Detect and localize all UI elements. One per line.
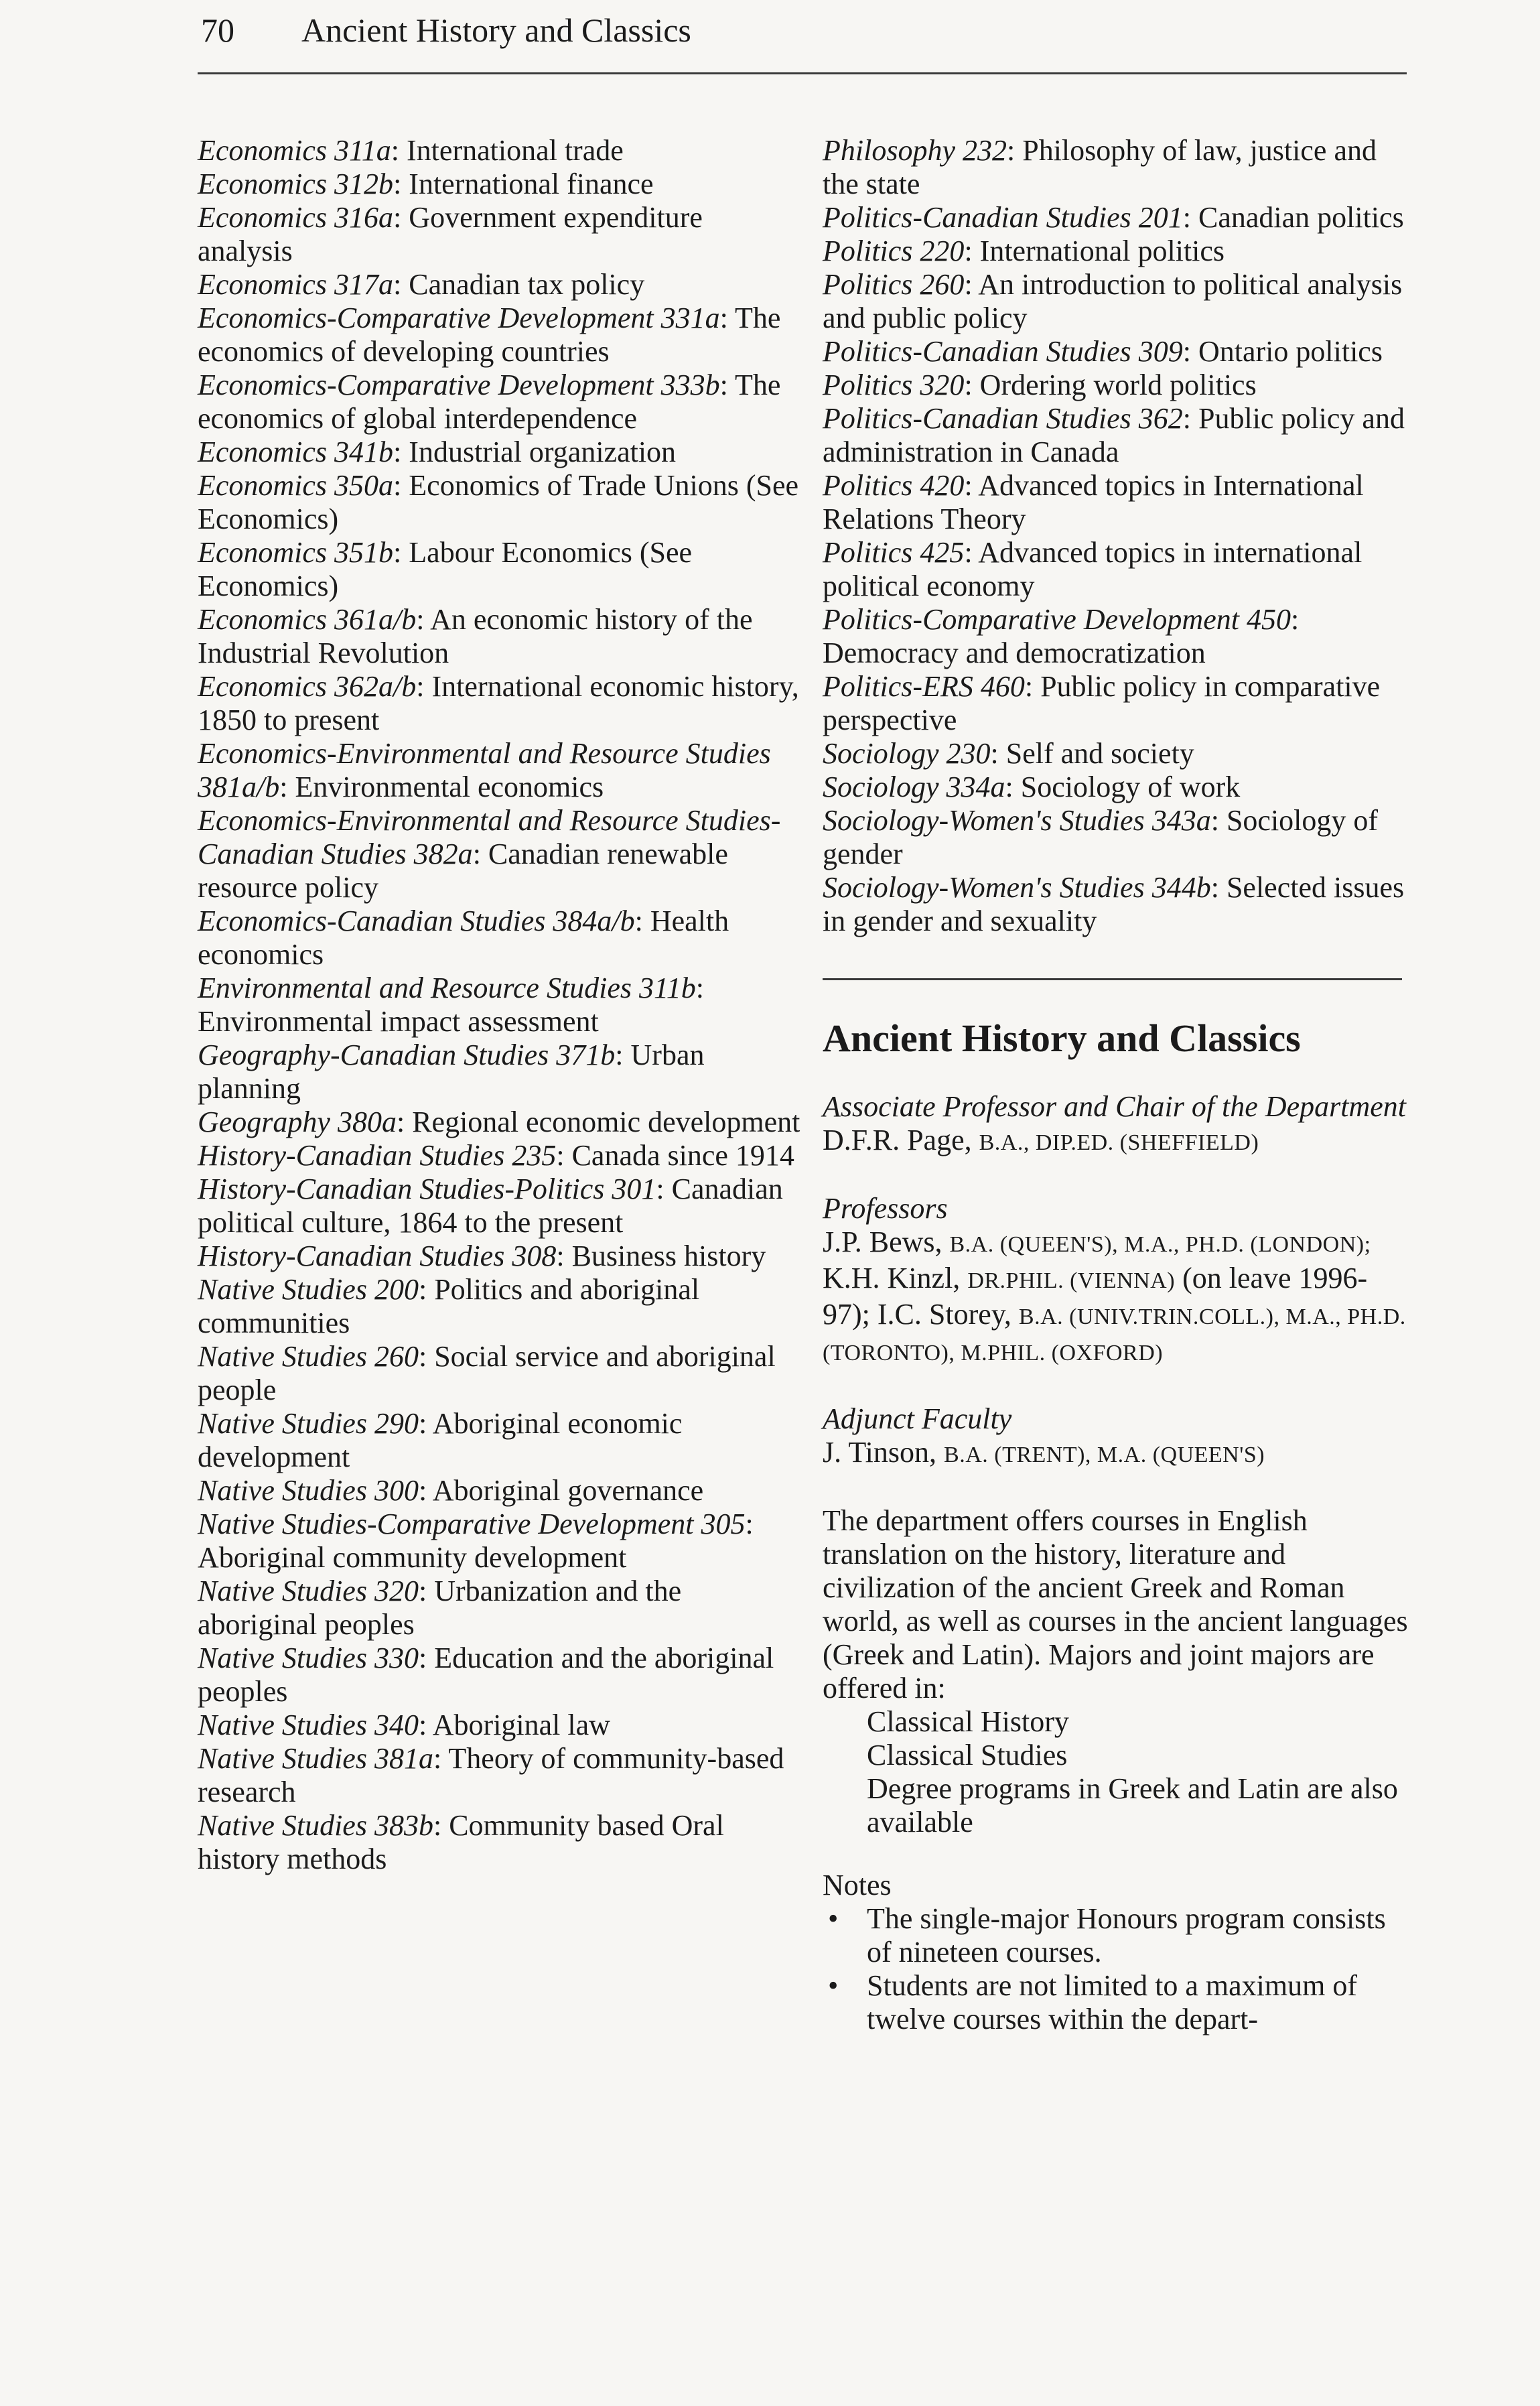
course-description: International politics: [979, 235, 1225, 267]
chair-block: [823, 1090, 1412, 1160]
course-description: Economics of Trade Unions (See Economics): [198, 469, 799, 535]
major-item: Classical History: [867, 1705, 1069, 1738]
course-description: International trade: [407, 134, 624, 167]
course-description: Politics and aboriginal communities: [198, 1273, 700, 1339]
intro-paragraph: The department offers courses in English translation on the history, literature and civilization of the ancient Greek and Roman world, as well as courses in the ancient languages (Greek and Latin). Majors and joint majors are offered in:: [823, 1504, 1408, 1705]
course-entry: Politics-Canadian Studies 362: Public policy and administration in Canada: [823, 402, 1405, 468]
course-description: Business history: [571, 1240, 766, 1272]
prof1-credentials: B.A. (QUEEN'S), M.A., PH.D. (LONDON);: [949, 1232, 1371, 1257]
course-entry: Economics-Environmental and Resource Studies-Canadian Studies 382a: Canadian renewable resource policy: [198, 804, 781, 904]
running-header: [201, 7, 1407, 54]
course-description: Canadian politics: [1198, 201, 1404, 234]
course-entry: Sociology-Women's Studies 343a: Sociology of gender: [823, 804, 1379, 870]
course-code: Native Studies 320: [198, 1575, 419, 1607]
professors-names: [823, 1225, 1412, 1370]
course-code: Politics-Canadian Studies 201: [823, 201, 1183, 234]
course-code: Economics-Environmental and Resource Studies-Canadian Studies 382a: [198, 804, 781, 870]
course-entry: Native Studies 300: Aboriginal governance: [198, 1474, 704, 1507]
course-description: Advanced topics in International Relations Theory: [823, 469, 1364, 535]
course-code: Economics 317a: [198, 268, 394, 301]
prof3-credentials: B.A. (UNIV.TRIN.COLL.), M.A., PH.D. (TORONTO), M.PHIL. (OXFORD): [823, 1305, 1406, 1365]
course-code: Economics-Environmental and Resource Studies 381a/b: [198, 737, 771, 803]
bullet-marker: •: [828, 1969, 839, 2002]
note-text: Students are not limited to a maximum of twelve courses within the depart-: [867, 1969, 1357, 2035]
course-code: Economics 361a/b: [198, 603, 417, 636]
course-entry: Economics 341b: Industrial organization: [198, 436, 677, 468]
chair-name-line: [823, 1124, 1412, 1160]
course-description: Industrial organization: [409, 436, 677, 468]
course-entry: Environmental and Resource Studies 311b: Environmental impact assessment: [198, 972, 705, 1038]
course-code: Economics 350a: [198, 469, 394, 502]
course-entry: Politics 425: Advanced topics in international political economy: [823, 536, 1362, 602]
course-description: Regional economic development: [412, 1106, 800, 1138]
course-entry: Native Studies 330: Education and the aboriginal peoples: [198, 1642, 774, 1708]
course-entry: Native Studies 320: Urbanization and the aboriginal peoples: [198, 1575, 682, 1641]
adjunct-name-line: [823, 1436, 1412, 1472]
course-code: Native Studies 200: [198, 1273, 419, 1306]
major-item: Degree programs in Greek and Latin are also available: [867, 1772, 1398, 1839]
course-code: Economics-Comparative Development 333b: [198, 369, 720, 401]
course-code: Economics 312b: [198, 168, 394, 200]
course-code: Politics 320: [823, 369, 965, 401]
course-description: Public policy and administration in Canada: [823, 402, 1405, 468]
course-entry: Native Studies 260: Social service and aboriginal people: [198, 1340, 776, 1406]
course-description: Aboriginal economic development: [198, 1407, 683, 1473]
course-description: Democracy and democratization: [823, 637, 1206, 669]
adjunct-credentials: B.A. (TRENT), M.A. (QUEEN'S): [944, 1443, 1265, 1467]
course-description: Advanced topics in international political economy: [823, 536, 1362, 602]
course-description: Selected issues in gender and sexuality: [823, 871, 1405, 937]
course-entry: Economics 316a: Government expenditure analysis: [198, 201, 703, 267]
course-code: Sociology-Women's Studies 344b: [823, 871, 1211, 904]
note-item: [823, 1902, 1412, 1969]
course-entry: Economics-Environmental and Resource Studies 381a/b: Environmental economics: [198, 737, 771, 803]
course-description: The economics of developing countries: [198, 302, 781, 368]
header-rule: [198, 72, 1407, 74]
course-entry: Economics 312b: International finance: [198, 168, 654, 200]
course-description: Theory of community-based research: [198, 1742, 784, 1808]
professors-title: Professors: [823, 1192, 948, 1225]
course-entry: Politics 320: Ordering world politics: [823, 369, 1257, 401]
course-code: Politics 420: [823, 469, 965, 502]
page-number: 70: [201, 11, 234, 49]
course-code: Sociology 334a: [823, 771, 1005, 803]
course-entry: Economics 317a: Canadian tax policy: [198, 268, 645, 301]
course-code: Sociology 230: [823, 737, 991, 770]
course-entry: Politics-ERS 460: Public policy in comparative perspective: [823, 670, 1381, 736]
course-entry: Economics 361a/b: An economic history of the Industrial Revolution: [198, 603, 753, 669]
course-code: Philosophy 232: [823, 134, 1007, 167]
course-code: Economics 311a: [198, 134, 391, 167]
course-description: Ordering world politics: [979, 369, 1257, 401]
course-code: Environmental and Resource Studies 311b: [198, 972, 696, 1004]
course-entry: Geography 380a: Regional economic development: [198, 1106, 800, 1138]
course-entry: Economics-Canadian Studies 384a/b: Health economics: [198, 905, 729, 971]
course-code: Politics 260: [823, 268, 965, 301]
course-description: Government expenditure analysis: [198, 201, 703, 267]
course-code: History-Canadian Studies 308: [198, 1240, 557, 1272]
course-description: International economic history, 1850 to present: [198, 670, 799, 736]
course-code: Economics 341b: [198, 436, 394, 468]
course-code: Politics 220: [823, 235, 965, 267]
course-entry: Economics-Comparative Development 333b: The economics of global interdependence: [198, 369, 781, 435]
course-description: Canadian tax policy: [409, 268, 645, 301]
major-item: Classical Studies: [867, 1739, 1068, 1772]
course-description: Aboriginal governance: [432, 1474, 704, 1507]
section-rule: [823, 978, 1402, 980]
majors-list: [823, 1705, 1412, 1839]
course-entry: Politics 220: International politics: [823, 235, 1225, 267]
course-description: Sociology of gender: [823, 804, 1379, 870]
course-entry: Sociology 334a: Sociology of work: [823, 771, 1241, 803]
course-code: Native Studies 381a: [198, 1742, 433, 1775]
course-entry: History-Canadian Studies 308: Business history: [198, 1240, 766, 1272]
course-entry: Native Studies-Comparative Development 305: Aboriginal community development: [198, 1508, 754, 1574]
course-entry: Native Studies 383b: Community based Oral history methods: [198, 1809, 724, 1875]
course-description: Social service and aboriginal people: [198, 1340, 776, 1406]
course-entry: Economics-Comparative Development 331a: The economics of developing countries: [198, 302, 781, 368]
course-code: History-Canadian Studies 235: [198, 1139, 557, 1172]
course-description: Environmental impact assessment: [198, 1005, 599, 1038]
running-title: Ancient History and Classics: [301, 11, 691, 49]
note-text: The single-major Honours program consists of nineteen courses.: [867, 1902, 1386, 1968]
course-code: Economics 316a: [198, 201, 394, 234]
course-entry: Economics 311a: International trade: [198, 134, 624, 167]
adjunct-name: J. Tinson,: [823, 1436, 937, 1469]
course-code: Politics 425: [823, 536, 965, 569]
course-code: Economics-Canadian Studies 384a/b: [198, 905, 635, 937]
course-code: Native Studies 290: [198, 1407, 419, 1440]
course-description: Aboriginal law: [432, 1709, 610, 1741]
course-description: Canadian political culture, 1864 to the present: [198, 1173, 783, 1239]
course-description: Self and society: [1005, 737, 1194, 770]
course-code: Politics-ERS 460: [823, 670, 1025, 703]
course-description: International finance: [409, 168, 654, 200]
course-description: An introduction to political analysis and public policy: [823, 268, 1403, 334]
course-code: Native Studies-Comparative Development 305: [198, 1508, 746, 1540]
course-entry: Politics-Comparative Development 450: Democracy and democratization: [823, 603, 1300, 669]
course-entry: Politics 420: Advanced topics in International Relations Theory: [823, 469, 1364, 535]
course-code: Politics-Canadian Studies 309: [823, 335, 1183, 368]
course-description: The economics of global interdependence: [198, 369, 781, 435]
course-code: Economics-Comparative Development 331a: [198, 302, 720, 334]
bullet-marker: •: [828, 1902, 839, 1935]
course-entry: Native Studies 200: Politics and aboriginal communities: [198, 1273, 700, 1339]
course-entry: Geography-Canadian Studies 371b: Urban planning: [198, 1039, 705, 1105]
course-code: Native Studies 340: [198, 1709, 419, 1741]
chair-name: D.F.R. Page,: [823, 1124, 972, 1156]
course-entry: Native Studies 340: Aboriginal law: [198, 1709, 610, 1741]
right-column: [823, 134, 1412, 2036]
chair-credentials: B.A., DIP.ED. (SHEFFIELD): [979, 1130, 1259, 1155]
course-code: Sociology-Women's Studies 343a: [823, 804, 1211, 837]
course-code: Geography 380a: [198, 1106, 397, 1138]
course-code: Native Studies 383b: [198, 1809, 433, 1842]
right-course-list: [823, 134, 1412, 938]
course-entry: Economics 350a: Economics of Trade Unions (See Economics): [198, 469, 799, 535]
course-code: Native Studies 300: [198, 1474, 419, 1507]
course-entry: Native Studies 381a: Theory of community-based research: [198, 1742, 784, 1808]
adjunct-title: Adjunct Faculty: [823, 1402, 1012, 1435]
course-code: Economics 362a/b: [198, 670, 417, 703]
course-entry: Sociology 230: Self and society: [823, 737, 1194, 770]
course-entry: Philosophy 232: Philosophy of law, justice and the state: [823, 134, 1377, 200]
course-entry: History-Canadian Studies 235: Canada since 1914: [198, 1139, 794, 1172]
course-entry: Economics 362a/b: International economic history, 1850 to present: [198, 670, 799, 736]
prof1-name: J.P. Bews,: [823, 1225, 942, 1258]
course-entry: Native Studies 290: Aboriginal economic development: [198, 1407, 683, 1473]
course-code: Economics 351b: [198, 536, 394, 569]
course-description: Health economics: [198, 905, 729, 971]
prof3-name: I.C. Storey,: [877, 1298, 1011, 1331]
professors-block: [823, 1192, 1412, 1370]
course-entry: Politics-Canadian Studies 201: Canadian politics: [823, 201, 1404, 234]
course-entry: Sociology-Women's Studies 344b: Selected issues in gender and sexuality: [823, 871, 1405, 937]
course-description: Labour Economics (See Economics): [198, 536, 693, 602]
notes-title: Notes: [823, 1869, 892, 1901]
course-description: Sociology of work: [1020, 771, 1241, 803]
section-title: Ancient History and Classics: [823, 1016, 1301, 1060]
course-description: Ontario politics: [1198, 335, 1383, 368]
course-description: Urban planning: [198, 1039, 705, 1105]
course-description: Public policy in comparative perspective: [823, 670, 1381, 736]
intro-block: [823, 1504, 1412, 1839]
course-description: Community based Oral history methods: [198, 1809, 724, 1875]
course-code: Native Studies 330: [198, 1642, 419, 1674]
prof2-note: (on leave 1996-97);: [823, 1262, 1368, 1331]
prof2-credentials: DR.PHIL. (VIENNA): [967, 1268, 1176, 1293]
note-item: [823, 1969, 1412, 2036]
course-description: An economic history of the Industrial Revolution: [198, 603, 753, 669]
left-column: [198, 134, 800, 1876]
course-description: Environmental economics: [295, 771, 604, 803]
course-code: Politics-Comparative Development 450: [823, 603, 1291, 636]
course-code: History-Canadian Studies-Politics 301: [198, 1173, 656, 1205]
course-code: Native Studies 260: [198, 1340, 419, 1373]
chair-title: Associate Professor and Chair of the Department: [823, 1090, 1406, 1123]
course-code: Politics-Canadian Studies 362: [823, 402, 1183, 435]
course-description: Canadian renewable resource policy: [198, 838, 728, 904]
course-description: Aboriginal community development: [198, 1541, 627, 1574]
course-description: Urbanization and the aboriginal peoples: [198, 1575, 682, 1641]
adjunct-block: [823, 1402, 1412, 1472]
course-description: Education and the aboriginal peoples: [198, 1642, 774, 1708]
course-description: Canada since 1914: [571, 1139, 794, 1172]
course-entry: History-Canadian Studies-Politics 301: Canadian political culture, 1864 to the present: [198, 1173, 783, 1239]
prof2-name: K.H. Kinzl,: [823, 1262, 961, 1294]
course-entry: Economics 351b: Labour Economics (See Economics): [198, 536, 693, 602]
course-entry: Politics 260: An introduction to political analysis and public policy: [823, 268, 1403, 334]
course-description: Philosophy of law, justice and the state: [823, 134, 1377, 200]
course-entry: Politics-Canadian Studies 309: Ontario politics: [823, 335, 1383, 368]
course-code: Geography-Canadian Studies 371b: [198, 1039, 616, 1071]
